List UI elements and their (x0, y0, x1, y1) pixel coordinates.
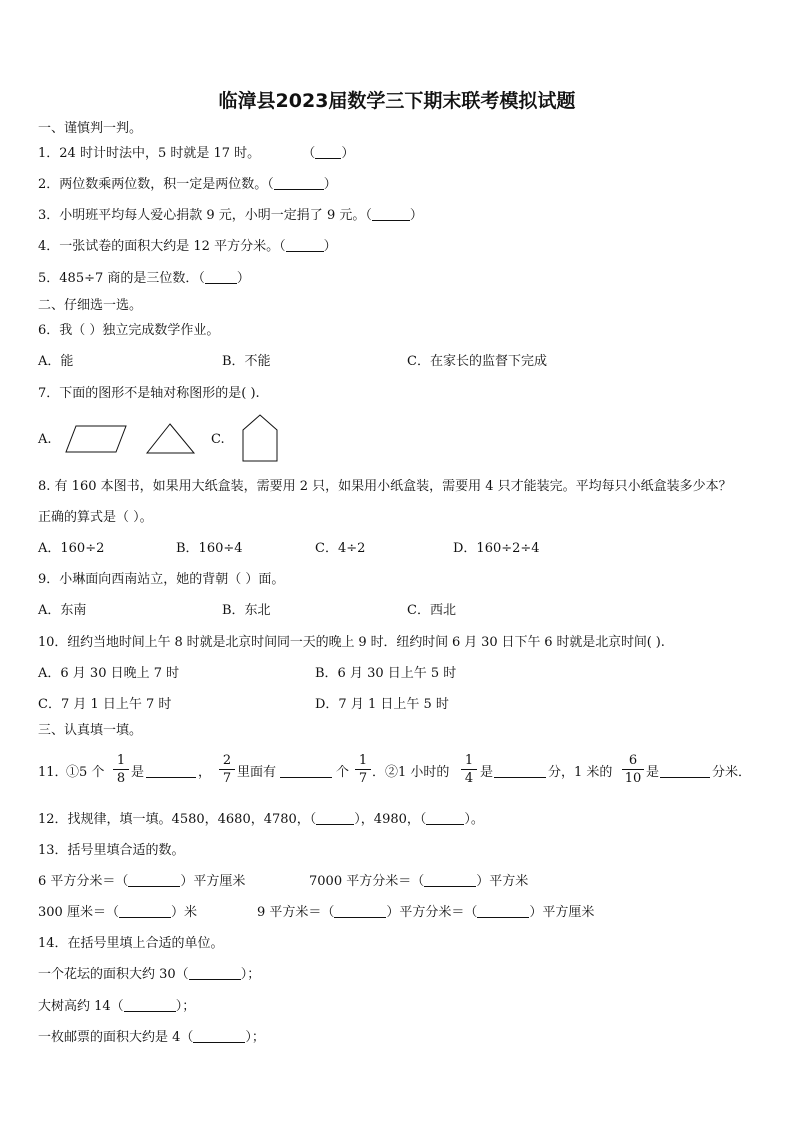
q1-text: 1．24 时计时法中，5 时就是 17 时。 (38, 146, 261, 161)
q8-option-a[interactable]: A．160÷2 (38, 541, 105, 556)
q11-blank-2[interactable] (280, 764, 332, 778)
q14-line-2: 大树高约 14（ ）； (38, 999, 196, 1014)
question-4: 4．一张试卷的面积大约是 12 平方分米。（ ） (38, 239, 337, 254)
q9-option-a[interactable]: A．东南 (38, 603, 87, 618)
q7-option-c-label[interactable]: C. (211, 432, 225, 447)
q13-stem: 13．括号里填合适的数。 (38, 843, 185, 858)
q14-blank-1[interactable] (189, 966, 241, 980)
question-5: 5．485÷7 商的是三位数．（ ） (38, 271, 250, 286)
q3-answer-blank[interactable] (372, 207, 410, 221)
q1-answer-blank[interactable] (315, 145, 341, 159)
q11-number: 11． (38, 765, 68, 780)
q14-line-3: 一枚邮票的面积大约是 4（ ）； (38, 1030, 265, 1045)
q10-option-d[interactable]: D．7 月 1 日上午 5 时 (315, 697, 449, 712)
q3-text: 3．小明班平均每人爱心捐款 9 元，小明一定捐了 9 元。 (38, 208, 366, 223)
q13-blank-1[interactable] (128, 873, 180, 887)
q12-blank-2[interactable] (426, 811, 464, 825)
q13-row2-left: 300 厘米＝（ ）米 (38, 905, 197, 920)
section-3-heading: 三、认真填一填。 (38, 723, 143, 738)
q4-text: 4．一张试卷的面积大约是 12 平方分米。 (38, 239, 280, 254)
q13-row1-left: 6 平方分米＝（ ）平方厘米 (38, 874, 246, 889)
q13-blank-2[interactable] (424, 873, 476, 887)
q11-fraction-2-7: 2 7 (219, 753, 235, 786)
q10-option-c[interactable]: C．7 月 1 日上午 7 时 (38, 697, 172, 712)
q6-option-a[interactable]: A．能 (38, 354, 74, 369)
q9-option-c[interactable]: C．西北 (407, 603, 456, 618)
q10-option-b[interactable]: B．6 月 30 日上午 5 时 (315, 666, 457, 681)
q13-blank-5[interactable] (477, 904, 529, 918)
q11-blank-3[interactable] (494, 764, 546, 778)
q13-blank-4[interactable] (334, 904, 386, 918)
q13-row2-right: 9 平方米＝（ ）平方分米＝（ ）平方厘米 (257, 905, 595, 920)
q8-option-c[interactable]: C．4÷2 (315, 541, 366, 556)
q11-blank-1[interactable] (146, 764, 196, 778)
q7-option-a-label[interactable]: A. (38, 432, 52, 447)
q8-stem: 8. 有 160 本图书，如果用大纸盒装，需要用 2 只，如果用小纸盒装，需要用 4 只才能装完。平均每只小纸盒装多少本？ (38, 479, 732, 494)
q10-option-a[interactable]: A．6 月 30 日晚上 7 时 (38, 666, 180, 681)
q2-text: 2．两位数乘两位数，积一定是两位数。 (38, 177, 268, 192)
q6-stem: 6．我（ ）独立完成数学作业。 (38, 323, 220, 338)
q9-option-b[interactable]: B．东北 (222, 603, 271, 618)
q11-fraction-6-10: 6 10 (622, 753, 644, 786)
q14-stem: 14．在括号里填上合适的单位。 (38, 936, 224, 951)
q5-answer-blank[interactable] (205, 270, 237, 284)
section-2-heading: 二、仔细选一选。 (38, 298, 143, 313)
page-title: 临漳县2023届数学三下期末联考模拟试题 (218, 90, 576, 112)
q13-row1-right: 7000 平方分米＝（ ）平方米 (309, 874, 529, 889)
q14-blank-2[interactable] (124, 998, 176, 1012)
question-1: 1．24 时计时法中，5 时就是 17 时。 （ ） (38, 146, 355, 161)
q14-blank-3[interactable] (193, 1029, 245, 1043)
question-3: 3．小明班平均每人爱心捐款 9 元，小明一定捐了 9 元。（ ） (38, 208, 423, 223)
q4-answer-blank[interactable] (286, 238, 324, 252)
q6-option-b[interactable]: B．不能 (222, 354, 271, 369)
q11-part1-text: ①5 个 (66, 765, 105, 780)
q8-stem-line2: 正确的算式是（ ）。 (38, 510, 153, 525)
q7-pentagon-figure[interactable] (242, 414, 280, 464)
q7-triangle-figure[interactable] (146, 422, 196, 454)
q5-text: 5．485÷7 商的是三位数． (38, 271, 199, 286)
q11-fraction-1-8: 1 8 (113, 753, 129, 786)
q7-parallelogram-figure[interactable] (64, 424, 128, 454)
q10-stem: 10．纽约当地时间上午 8 时就是北京时间同一天的晚上 9 时．纽约时间 6 月 30 日下午 6 时就是北京时间( ). (38, 635, 665, 650)
q6-option-c[interactable]: C．在家长的监督下完成 (407, 354, 547, 369)
q12-blank-1[interactable] (316, 811, 354, 825)
q14-line-1: 一个花坛的面积大约 30（ ）； (38, 967, 261, 982)
question-12: 12．找规律，填一填。4580，4680，4780，（ ），4980，（ ）。 (38, 812, 484, 827)
q8-option-d[interactable]: D．160÷2÷4 (453, 541, 540, 556)
q7-stem: 7．下面的图形不是轴对称图形的是( ). (38, 386, 260, 401)
q8-option-b[interactable]: B．160÷4 (176, 541, 243, 556)
section-1-heading: 一、谨慎判一判。 (38, 121, 143, 136)
q9-stem: 9．小琳面向西南站立，她的背朝（ ）面。 (38, 572, 285, 587)
q13-blank-3[interactable] (119, 904, 171, 918)
q2-answer-blank[interactable] (274, 176, 324, 190)
exam-page: 临漳县2023届数学三下期末联考模拟试题 一、谨慎判一判。 1．24 时计时法中，5 时就是 17 时。 （ ） 2．两位数乘两位数，积一定是两位数。（ ） 3．小明班平均每人爱心捐款 9 元，小明一定捐了 9 元。（ ） 4．一张试卷的面积大约是 12 平方分米。（ ） 5．485÷7 商的是三位数．（ ） 二、仔细选一选。 6．我（ ）独立完成数学作业。 A．能 B．不能 C．在家长的监督下完成 7．下面的图形不是轴对称图形的是( ). A. C. 8. 有 160 本图书，如果用大纸盒装，需要用 2 只，如果用小纸盒装，需要用 4 只才能装完。平均每只小纸盒装多少本？ 正确的算式是（ ）。 A．160÷2 B．160÷4 C．4÷2 D．160÷2÷4 9．小琳面向西南站立，她的背朝（ ）面。 A．东南 B．东北 C．西北 10．纽约当地时间上午 8 时就是北京时间同一天的晚上 9 时．纽约时间 6 月 30 日下午 6 时就是北京时间( ). A．6 月 30 日晚上 7 时 B．6 月 30 日上午 5 时 C．7 月 1 日上午 7 时 D．7 月 1 日上午 5 时 三、认真填一填。 11． ①5 个 1 8 是 ， 2 7 里面有 个 1 7 ．②1 小时的 1 4 是 分，1 米的 6 10 是 分米． 12．找规律，填一填。4580，4680，4780，（ ），4980，（ ）。 13．括号里填合适的数。 6 平方分米＝（ ）平方厘米 7000 平方分米＝（ ）平方米 300 厘米＝（ ）米 9 平方米＝（ ）平方分米＝（ ）平方厘米 14．在括号里填上合适的单位。 一个花坛的面积大约 30（ ）； 大树高约 14（ ）； 一枚邮票的面积大约是 4（ ）； (0, 0, 794, 1123)
q11-fraction-1-7: 1 7 (355, 753, 371, 786)
q11-blank-4[interactable] (660, 764, 710, 778)
question-2: 2．两位数乘两位数，积一定是两位数。（ ） (38, 177, 337, 192)
q11-fraction-1-4: 1 4 (461, 753, 477, 786)
